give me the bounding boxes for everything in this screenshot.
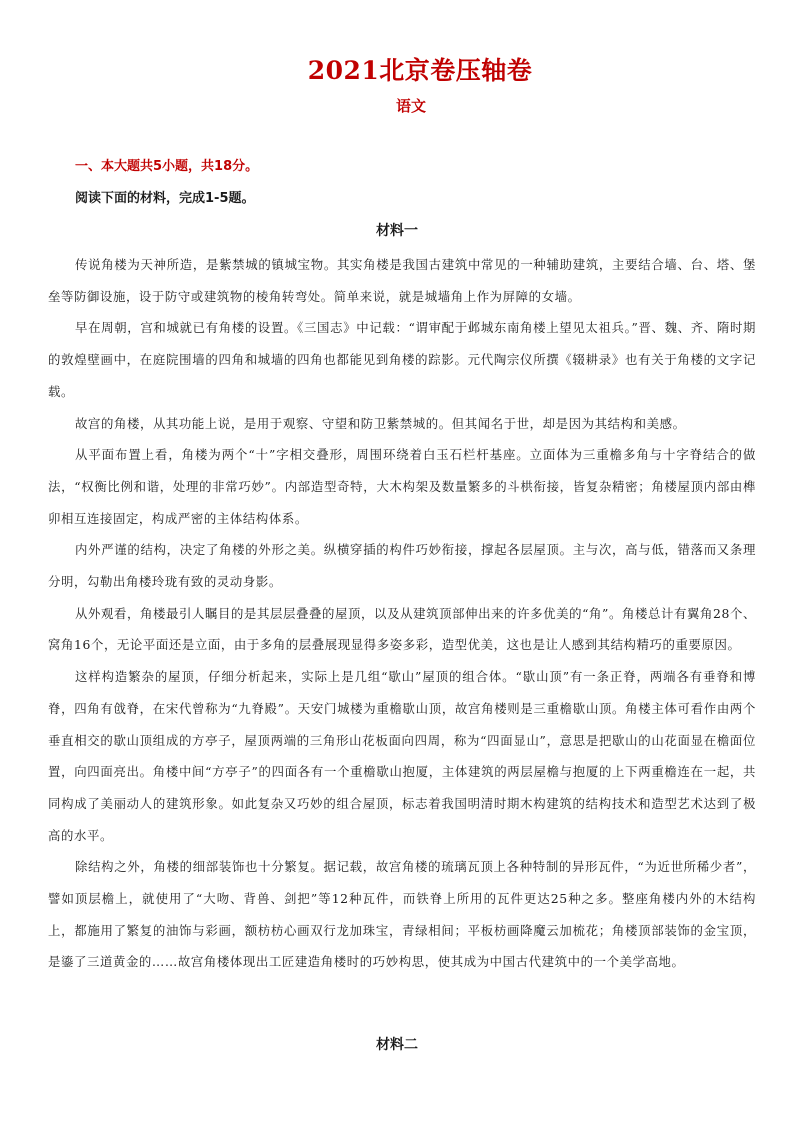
page-title: 2021北京卷压轴卷	[307, 56, 533, 85]
paragraph: 除结构之外，角楼的细部装饰也十分繁复。据记载，故宫角楼的琉璃瓦顶上各种特制的异形瓦件，“为近世所稀少者”，譬如顶层檐上，就使用了“大吻、背兽、剑把”等12种瓦件，而铁脊上所用的瓦件更达25种之多。整座角楼内外的木结构上，都施用了繁复的油饰与彩画，额枋枋心画双行龙加珠宝，青绿相间；平板枋画降魔云加梳花；角楼顶部装饰的金宝顶，是鎏了三道黄金的……故宫角楼体现出工匠建造角楼时的巧妙构思，使其成为中国古代建筑中的一个美学高地。	[48, 859, 756, 970]
paragraph: 早在周朝，宫和城就已有角楼的设置。《三国志》中记载：“谓审配于邺城东南角楼上望见太祖兵。”晋、魏、齐、隋时期的敦煌壁画中，在庭院围墙的四角和城墙的四角也都能见到角楼的踪影。元代陶宗仪所撰《辍耕录》也有关于角楼的文字记载。	[48, 320, 756, 399]
paragraph: 内外严谨的结构，决定了角楼的外形之美。纵横穿插的构件巧妙衔接，撑起各层屋顶。主与次，高与低，错落而又条理分明，勾勒出角楼玲珑有致的灵动身影。	[48, 542, 756, 590]
material-one-heading: 材料一	[376, 223, 418, 239]
section-heading: 一、本大题共5小题，共18分。	[75, 159, 259, 174]
paragraph: 从外观看，角楼最引人瞩目的是其层层叠叠的屋顶，以及从建筑顶部伸出来的许多优美的“角”。角楼总计有翼角28个、窝角16个，无论平面还是立面，由于多角的层叠展现显得多姿多彩，造型优美，这也是让人感到其结构精巧的重要原因。	[48, 605, 756, 653]
material-two-heading: 材料二	[376, 1037, 418, 1053]
reading-instruction: 阅读下面的材料，完成1-5题。	[75, 191, 255, 206]
paragraph: 从平面布置上看，角楼为两个“十”字相交叠形，周围环绕着白玉石栏杆基座。立面体为三重檐多角与十字脊结合的做法，“权衡比例和谐，处理的非常巧妙”。内部造型奇特，大木构架及数量繁多的斗栱衔接，皆复杂精密；角楼屋顶内部由榫卯相互连接固定，构成严密的主体结构体系。	[48, 447, 756, 526]
paragraph: 故宫的角楼，从其功能上说，是用于观察、守望和防卫紫禁城的。但其闻名于世，却是因为其结构和美感。	[75, 415, 686, 431]
paragraph: 传说角楼为天神所造，是紫禁城的镇城宝物。其实角楼是我国古建筑中常见的一种辅助建筑，主要结合墙、台、塔、堡垒等防御设施，设于防守或建筑物的棱角转弯处。简单来说，就是城墙角上作为屏障的女墙。	[48, 257, 756, 304]
subject-label: 语文	[395, 97, 426, 115]
paragraph: 这样构造繁杂的屋顶，仔细分析起来，实际上是几组“歇山”屋顶的组合体。“歇山顶”有一条正脊，两端各有垂脊和博脊，四角有戗脊，在宋代曾称为“九脊殿”。天安门城楼为重檐歇山顶，故宫角楼则是三重檐歇山顶。角楼主体可看作由两个垂直相交的歇山顶组成的方亭子，屋顶两端的三角形山花板面向四周，称为“四面显山”，意思是把歇山的山花面显在檐面位置，向四面亮出。角楼中间“方亭子”的四面各有一个重檐歇山抱厦，主体建筑的两层屋檐与抱厦的上下两重檐连在一起，共同构成了美丽动人的建筑形象。如此复杂又巧妙的组合屋顶，标志着我国明清时期木构建筑的结构技术和造型艺术达到了极高的水平。	[48, 669, 756, 843]
material-one-body	[48, 249, 756, 978]
